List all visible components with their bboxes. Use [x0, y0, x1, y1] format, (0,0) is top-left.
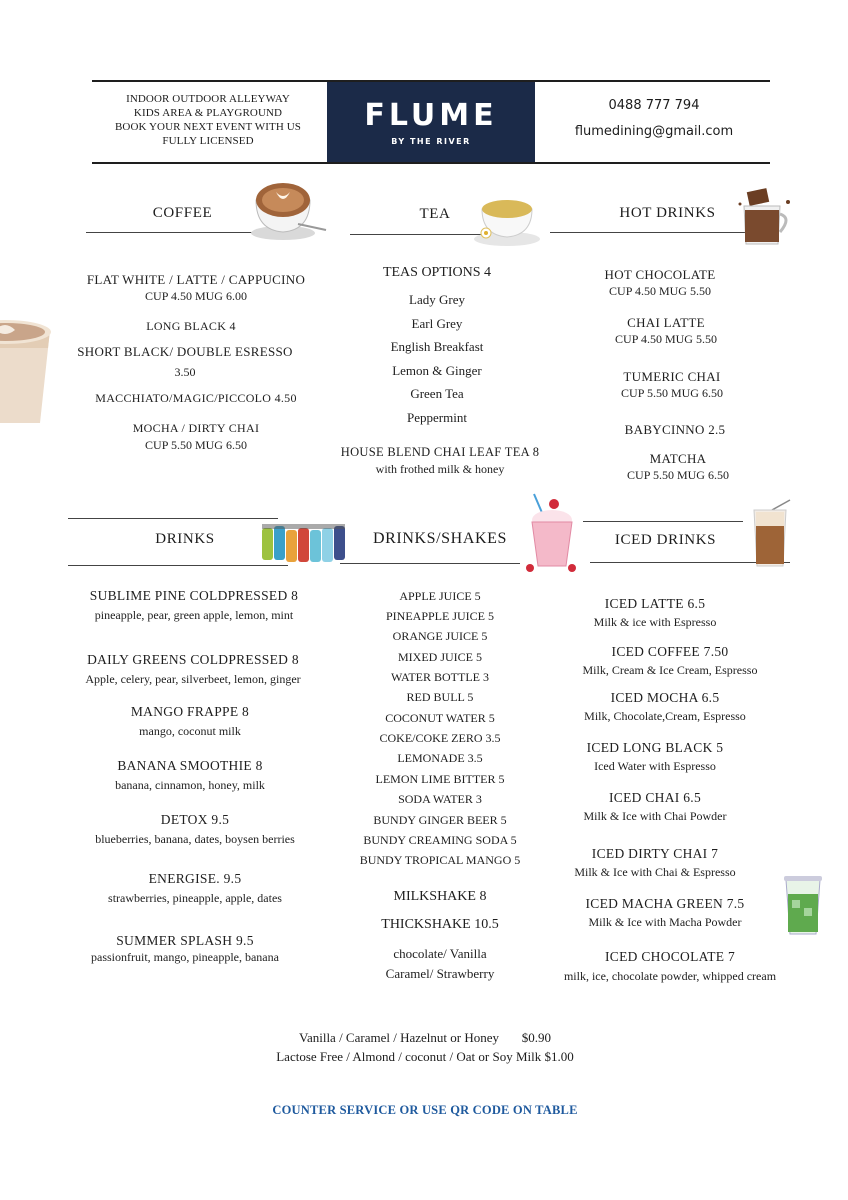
iced-drink-item — [550, 845, 760, 880]
item-name: SHORT BLACK/ DOUBLE ESRESSO — [77, 344, 293, 359]
item-description: Milk & Ice with Chai Powder — [583, 809, 727, 823]
iced-drink-item — [544, 948, 796, 984]
juice-item: COCONUT WATER 5 — [385, 711, 495, 725]
drinks-item — [90, 703, 290, 739]
contact-phone: 0488 777 794 — [608, 98, 700, 113]
item-name: ICED COFFEE 7.50 — [611, 644, 729, 659]
tea-cup-icon — [472, 193, 542, 248]
juice-item: LEMON LIME BITTER 5 — [375, 772, 505, 786]
coffee-item — [66, 420, 326, 453]
coffee-item — [60, 343, 310, 380]
tea-option: English Breakfast — [390, 339, 484, 354]
tea-option: Lady Grey — [409, 292, 465, 307]
item-name: MANGO FRAPPE 8 — [130, 704, 250, 719]
juice-item: APPLE JUICE 5 — [399, 589, 481, 603]
section-title-tea: TEA — [419, 206, 451, 222]
hot-drink-item — [575, 421, 775, 438]
item-price: CUP 4.50 MUG 6.00 — [145, 289, 247, 303]
item-price: CUP 5.50 MUG 6.50 — [621, 386, 723, 400]
milkshake-item: MILKSHAKE 8 — [393, 889, 487, 904]
item-name: LONG BLACK 4 — [146, 319, 236, 333]
house-blend-chai — [325, 444, 555, 477]
section-title-drinks: DRINKS — [155, 531, 215, 547]
item-description: Milk, Cream & Ice Cream, Espresso — [582, 663, 758, 677]
header-info-line: FULLY LICENSED — [162, 135, 254, 147]
iced-drink-item — [550, 595, 760, 630]
section-title-coffee: COFFEE — [152, 205, 213, 221]
item-name: ICED MACHA GREEN 7.5 — [585, 896, 745, 911]
item-name: ICED CHOCOLATE 7 — [604, 949, 736, 964]
item-name: DAILY GREENS COLDPRESSED 8 — [87, 652, 299, 667]
drinks-item — [60, 932, 310, 965]
header-info-line: INDOOR OUTDOOR ALLEYWAY — [126, 93, 290, 105]
iced-drink-item — [560, 895, 770, 930]
coffee-item — [66, 390, 326, 407]
tea-option: Peppermint — [407, 410, 467, 425]
tea-options-heading: TEAS OPTIONS 4 — [382, 265, 492, 280]
hot-drink-item — [566, 314, 766, 347]
tea-option: Earl Grey — [411, 316, 463, 331]
item-description: banana, cinnamon, honey, milk — [115, 778, 265, 792]
iced-matcha-glass-icon — [784, 874, 824, 936]
item-name: DETOX 9.5 — [160, 812, 230, 827]
item-name: CHAI LATTE — [627, 315, 705, 330]
juice-item: SODA WATER 3 — [398, 792, 482, 806]
juice-bottles-icon — [260, 518, 355, 566]
coffee-item — [66, 271, 326, 304]
item-description: mango, coconut milk — [139, 724, 241, 738]
extras-milks: Lactose Free / Almond / coconut / Oat or Soy Milk $1.00 — [276, 1049, 574, 1064]
item-price: CUP 5.50 MUG 6.50 — [627, 468, 729, 482]
hot-chocolate-mug-icon — [736, 188, 796, 250]
milkshake-icon — [522, 492, 582, 574]
juice-item: PINEAPPLE JUICE 5 — [385, 609, 494, 623]
brand-name: FLUME — [364, 98, 498, 133]
hot-drink-item — [572, 368, 772, 401]
item-name: TUMERIC CHAI — [623, 369, 721, 384]
item-description: strawberries, pineapple, apple, dates — [108, 891, 282, 905]
brand-tagline: BY THE RIVER — [391, 137, 471, 146]
juice-item: RED BULL 5 — [406, 690, 474, 704]
shake-flavours-line: chocolate/ Vanilla — [393, 946, 487, 961]
juice-item: BUNDY GINGER BEER 5 — [373, 813, 507, 827]
item-description: with frothed milk & honey — [375, 462, 505, 476]
juice-item: COKE/COKE ZERO 3.5 — [379, 731, 501, 745]
drinks-item — [70, 811, 320, 847]
item-name: ICED DIRTY CHAI 7 — [591, 846, 719, 861]
header-info — [92, 92, 324, 148]
section-rule-tea — [350, 234, 490, 235]
item-name: ICED CHAI 6.5 — [608, 790, 702, 805]
header-bottom-rule — [92, 162, 770, 164]
item-name: HOT CHOCOLATE — [604, 267, 716, 282]
iced-drink-item — [560, 643, 780, 678]
section-title-drinks-shakes: DRINKS/SHAKES — [372, 530, 508, 547]
item-name: SUBLIME PINE COLDPRESSED 8 — [89, 588, 299, 603]
drinks-item — [90, 757, 290, 793]
item-name: MOCHA / DIRTY CHAI — [132, 421, 260, 435]
section-rule-drinks — [68, 518, 278, 519]
item-name: ENERGISE. 9.5 — [148, 871, 242, 886]
header-info-line: KIDS AREA & PLAYGROUND — [133, 107, 283, 119]
section-rule-drinks-bottom — [68, 565, 288, 566]
iced-coffee-glass-icon — [750, 498, 798, 570]
item-name: ICED MOCHA 6.5 — [610, 690, 720, 705]
iced-drink-item — [550, 789, 760, 824]
juice-item: LEMONADE 3.5 — [397, 751, 483, 765]
hot-drink-item — [578, 450, 778, 483]
item-description: Milk & Ice with Macha Powder — [588, 915, 742, 929]
item-name: BANANA SMOOTHIE 8 — [117, 758, 263, 773]
item-description: passionfruit, mango, pineapple, banana — [91, 950, 279, 964]
latte-cup-illustration — [0, 318, 60, 428]
item-description: Iced Water with Espresso — [594, 759, 716, 773]
section-rule-hot-drinks — [550, 232, 750, 233]
shake-flavours — [340, 945, 540, 982]
item-name: HOUSE BLEND CHAI LEAF TEA 8 — [340, 445, 540, 459]
item-name: ICED LONG BLACK 5 — [586, 740, 724, 755]
juice-item: BUNDY TROPICAL MANGO 5 — [359, 853, 521, 867]
item-name: FLAT WHITE / LATTE / CAPPUCINO — [86, 272, 306, 287]
hot-drink-item — [560, 266, 760, 299]
tea-option: Green Tea — [410, 386, 464, 401]
service-notice: COUNTER SERVICE OR USE QR CODE ON TABLE — [272, 1103, 578, 1117]
item-description: blueberries, banana, dates, boysen berries — [95, 832, 295, 846]
item-description: Milk & Ice with Chai & Espresso — [574, 865, 736, 879]
coffee-item — [66, 318, 316, 335]
extras-syrups: Vanilla / Caramel / Hazelnut or Honey $0.90 — [299, 1030, 551, 1045]
shake-flavours-line: Caramel/ Strawberry — [385, 966, 495, 981]
item-description: Milk & ice with Espresso — [593, 615, 717, 629]
coffee-cup-icon — [248, 178, 328, 243]
item-description: pineapple, pear, green apple, lemon, mint — [94, 608, 294, 622]
tea-option: Lemon & Ginger — [392, 363, 482, 378]
juice-item: BUNDY CREAMING SODA 5 — [363, 833, 517, 847]
juice-item: MIXED JUICE 5 — [398, 650, 482, 664]
item-description: milk, ice, chocolate powder, whipped cream — [563, 969, 777, 983]
section-rule-shakes — [340, 563, 520, 564]
section-rule-iced-top — [583, 521, 743, 522]
iced-drink-item — [560, 689, 770, 724]
juice-item: WATER BOTTLE 3 — [391, 670, 489, 684]
brand-logo — [327, 82, 535, 162]
drinks-item — [60, 587, 328, 623]
drinks-item — [58, 651, 328, 687]
item-description: Apple, celery, pear, silverbeet, lemon, ginger — [85, 672, 301, 686]
item-name: BABYCINNO 2.5 — [624, 422, 726, 437]
item-price: CUP 5.50 MUG 6.50 — [145, 438, 247, 452]
item-name: MACCHIATO/MAGIC/PICCOLO 4.50 — [95, 391, 297, 405]
thickshake-item: THICKSHAKE 10.5 — [381, 917, 499, 932]
item-price: CUP 4.50 MUG 5.50 — [609, 284, 711, 298]
section-title-hot-drinks: HOT DRINKS — [619, 205, 716, 221]
juice-item: ORANGE JUICE 5 — [392, 629, 488, 643]
item-description: Milk, Chocolate,Cream, Espresso — [584, 709, 746, 723]
item-name: ICED LATTE 6.5 — [604, 596, 706, 611]
section-title-iced-drinks: ICED DRINKS — [614, 532, 717, 548]
contact-email: flumedining@gmail.com — [574, 124, 734, 139]
item-price: 3.50 — [174, 365, 196, 379]
item-name: MATCHA — [649, 451, 707, 466]
iced-drink-item — [550, 739, 760, 774]
drinks-item — [70, 870, 320, 906]
item-price: CUP 4.50 MUG 5.50 — [615, 332, 717, 346]
item-name: SUMMER SPLASH 9.5 — [116, 933, 254, 948]
header-info-line: BOOK YOUR NEXT EVENT WITH US — [114, 121, 302, 133]
